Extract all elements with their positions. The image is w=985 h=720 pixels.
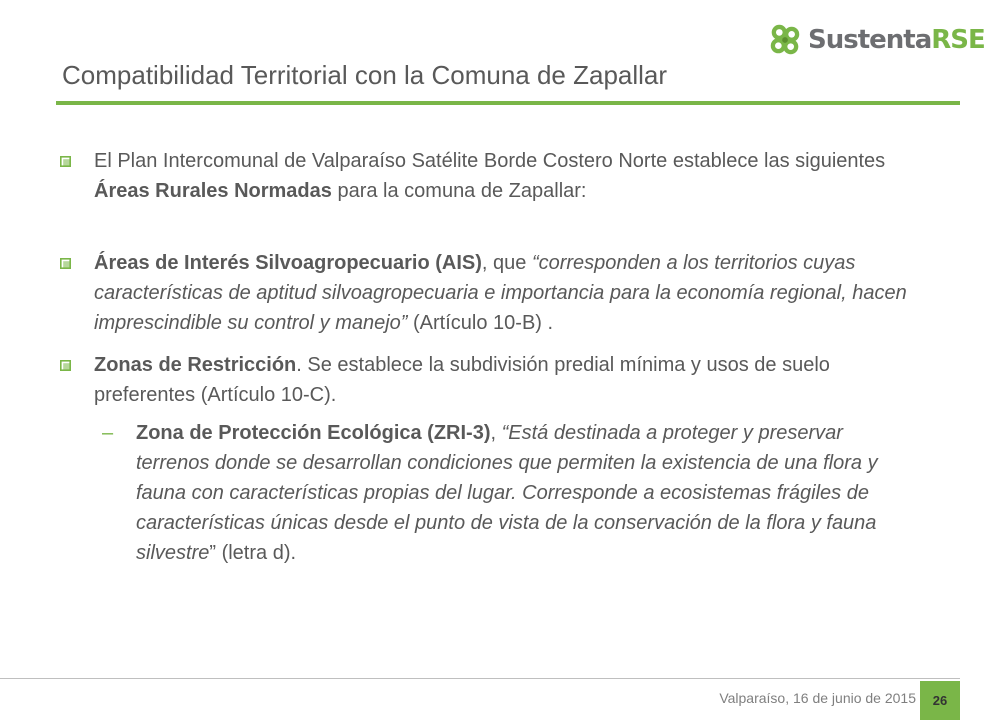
bullet-text: El Plan Intercomunal de Valparaíso Satélite Borde Costero Norte establece las siguientes — [94, 150, 886, 172]
clover-logo-icon — [766, 21, 804, 59]
bullet-areas-rurales — [60, 146, 920, 206]
title-underline — [56, 101, 960, 105]
logo-text-sustenta: Sustenta — [808, 25, 932, 55]
footer-divider — [0, 678, 960, 679]
bullet-bold-text: Áreas Rurales Normadas — [94, 180, 332, 202]
sub-bullet-quote: “Está destinada a proteger y preservar terrenos donde se desarrollan condiciones que permiten la existencia de una flora y fauna con características propias del lugar. Corresponde a ecosistemas frágiles de características únicas desde el punto de vista de la conservación de la flora y fauna silvestre — [136, 422, 878, 564]
square-bullet-icon — [60, 258, 71, 269]
bullet-ais — [60, 248, 920, 338]
logo-text-rse: RSE — [931, 25, 985, 55]
sub-bullet-bold-text: Zona de Protección Ecológica (ZRI-3) — [136, 422, 491, 444]
square-bullet-icon — [60, 156, 71, 167]
sub-bullet-text: ” (letra d). — [209, 542, 297, 564]
dash-bullet: – — [102, 422, 114, 444]
bullet-bold-text: Áreas de Interés Silvoagropecuario (AIS) — [94, 252, 482, 274]
bullet-text: para la comuna de Zapallar: — [331, 180, 587, 202]
bullet-text: . Se establece la subdivisión predial mínima y usos de suelo preferentes (Artículo 10-C). — [94, 354, 830, 406]
bullet-zonas-restriccion — [60, 350, 920, 410]
sustentarse-logo — [766, 18, 985, 62]
bullet-text: , que — [481, 252, 532, 274]
sub-bullet-text: , — [490, 422, 502, 444]
page-number: 26 — [920, 681, 960, 720]
footer-date: Valparaíso, 16 de junio de 2015 — [719, 690, 916, 706]
sub-bullet-zri3 — [60, 418, 920, 568]
bullet-text: (Artículo 10-B) . — [407, 312, 554, 334]
logo-wordmark — [808, 25, 985, 55]
slide-body — [60, 146, 920, 568]
slide-title: Compatibilidad Territorial con la Comuna de Zapallar — [62, 60, 668, 90]
bullet-bold-text: Zonas de Restricción — [94, 354, 297, 376]
square-bullet-icon — [60, 360, 71, 371]
bullet-quote: “corresponden a los territorios cuyas características de aptitud silvoagropecuaria e importancia para la economía regional, hacen imprescindible su control y manejo” — [94, 252, 907, 334]
